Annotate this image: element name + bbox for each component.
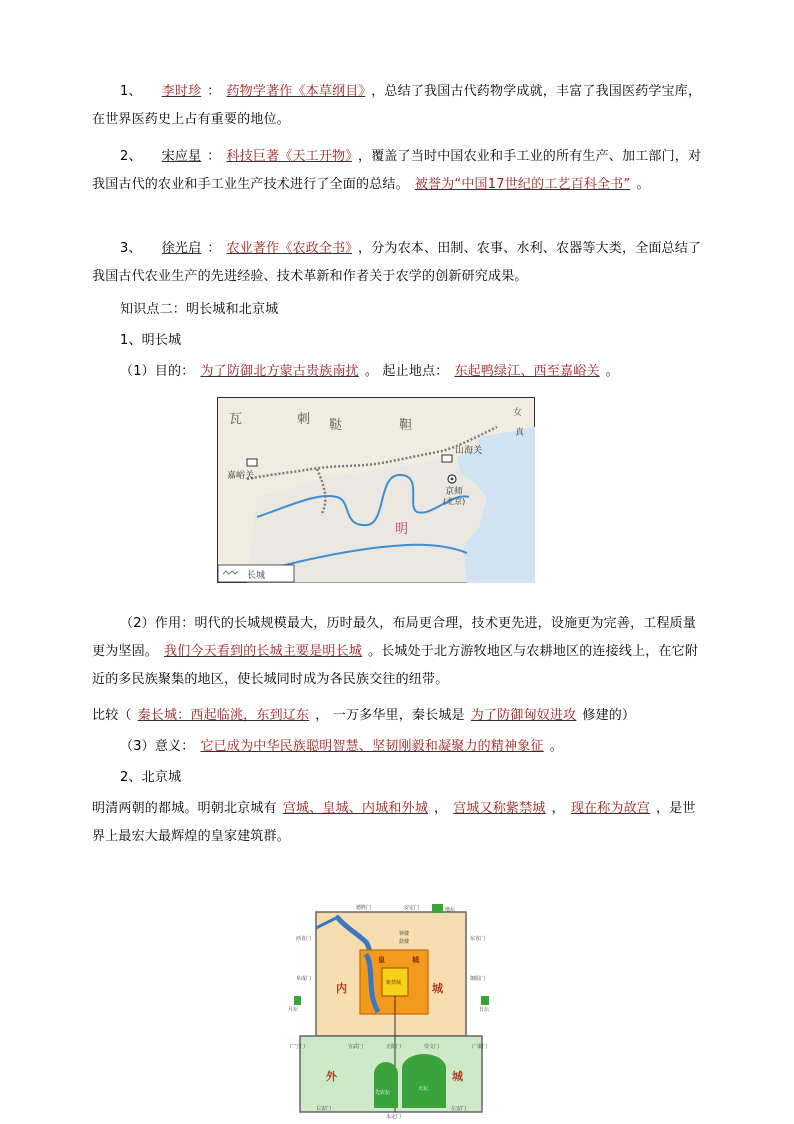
outer-city-label-2: 城 [452, 1070, 463, 1083]
gate-xuanwumen: 宣武门 [348, 1044, 364, 1050]
gate-yongdingmen: 永定门 [386, 1114, 402, 1120]
paragraph-song-yingxing: 2、 宋应星 ： 科技巨著《天工开物》 ，覆盖了当时中国农业和手工业的所有生产、加工部门，对我国古代的农业和手工业生产技术进行了全面的总结。 被誉为“中国17世纪的工艺百科全书” 。 [92, 149, 702, 192]
blank-work: 农业著作《农政全书》 [226, 241, 352, 256]
blank-qin-purpose: 为了防御匈奴进攻 [470, 708, 577, 723]
altar-sun [481, 996, 489, 1005]
map-label-dada1: 鞑 [329, 418, 343, 433]
map-label-shanhaiguan: 山海关 [455, 446, 483, 456]
blank-name: 李时珍 [161, 84, 202, 99]
gate-zuoanmen: 左安门 [451, 1106, 467, 1112]
blank-purpose: 为了防御北方蒙古贵族南扰 [200, 364, 359, 379]
section-title: 知识点二：明长城和北京城 [120, 302, 279, 317]
altar-agriculture [374, 1062, 398, 1108]
altar-moon [294, 996, 301, 1005]
map-label-capital: 京师 [445, 487, 464, 497]
imperial-city-label-2: 城 [412, 956, 419, 964]
blank-qin-wall: 秦长城：西起临洮，东到辽东 [137, 708, 310, 723]
wall-heading: 1、明长城 [120, 333, 182, 348]
blank-function: 我们今天看到的长城主要是明长城 [164, 644, 363, 659]
gate-chongwenmen: 崇文门 [424, 1044, 440, 1050]
blank-name: 宋应星 [161, 149, 202, 164]
paragraph-xu-guangqi: 3、 徐光启 ： 农业著作《农政全书》 ，分为农本、田制、农事、水利、农器等大类，全面总结了我国古代农业生产的先进经验、技术革新和作者关于农学的创新研究成果。 [92, 241, 702, 284]
altar-earth [432, 904, 443, 913]
forbidden-city-label: 紫禁城 [386, 980, 402, 986]
beijing-map-svg [286, 898, 496, 1120]
wall-purpose: （1）目的： 为了防御北方蒙古贵族南扰 。 起止地点： 东起鸭绿江、西至嘉峪关 。 [120, 364, 619, 379]
blank-name: 徐光启 [161, 241, 202, 256]
gate-guangningmen: 广宁门 [290, 1044, 306, 1050]
gate-zhengyangmen: 正阳门 [386, 1044, 402, 1050]
blank-forbidden-city: 宫城又称紫禁城 [453, 801, 546, 816]
map-legend-label: 长城 [247, 571, 266, 581]
gate-fuchengmen: 阜成门 [296, 976, 312, 982]
blank-work: 科技巨著《天工开物》 [226, 149, 352, 164]
drum-tower: 鼓楼 [399, 939, 410, 945]
beijing-heading: 2、北京城 [120, 770, 182, 785]
wall-compare: 比较（ 秦长城：西起临洮，东到辽东 ， 一万多华里，秦长城是 为了防御匈奴进攻 修建的） [92, 708, 636, 723]
gate-andingmen: 安定门 [404, 905, 420, 911]
imperial-city-label: 皇 [378, 956, 385, 964]
map-label-wala1: 瓦 [229, 412, 243, 427]
altar-sun-label: 日坛 [479, 1007, 490, 1013]
altar-agri-label: 先农坛 [375, 1090, 391, 1096]
blank-praise: 被誉为“中国17世纪的工艺百科全书” [414, 177, 631, 192]
outer-city-label: 外 [326, 1070, 337, 1083]
map-label-beijing: (北京) [443, 497, 466, 506]
inner-city-label-2: 城 [432, 982, 443, 995]
beijing-paragraph: 明清两朝的都城。明朝北京城有 宫城、皇城、内城和外城 ， 宫城又称紫禁城 ， 现在称为故宫 ，是世界上最宏大最辉煌的皇家建筑群。 [92, 801, 696, 844]
map-label-ming: 明 [395, 522, 409, 537]
map-label-wala2: 刺 [297, 412, 311, 427]
gate-deshengmen: 德胜门 [356, 905, 372, 911]
map-label-jiayuguan: 嘉峪关 [227, 471, 255, 481]
gate-guangqumen: 广渠门 [472, 1044, 488, 1050]
paragraph-li-shizhen: 1、 李时珍 ： 药物学著作《本草纲目》 ，总结了我国古代药物学成就，丰富了我国医药学宝库，在世界医药史上占有重要的地位。 [92, 84, 702, 127]
blank-work: 药物学著作《本草纲目》 [226, 84, 366, 99]
gate-xizhimen: 西直门 [296, 936, 312, 942]
blank-meaning: 它已成为中华民族聪明智慧、坚韧刚毅和凝聚力的精神象征 [200, 739, 544, 754]
bell-tower: 钟楼 [399, 931, 410, 937]
altar-heaven-label: 天坛 [418, 1086, 429, 1092]
gate-dongzhimen: 东直门 [470, 936, 486, 942]
ming-great-wall-map [217, 397, 535, 583]
gate-youanmen: 右安门 [316, 1106, 332, 1112]
inner-city-label: 内 [336, 982, 347, 995]
beijing-city-map [286, 898, 496, 1120]
wall-function: （2）作用：明代的长城规模最大，历时最久，布局更合理，技术更先进，设施更为完善，工程质量更为坚固。 我们今天看到的长城主要是明长城 。长城处于北方游牧地区与农耕地区的连接线上，在它附近的多民族聚集的地区，使长城同时成为各民族交往的纽带。 [92, 616, 699, 687]
wall-meaning: （3）意义： 它已成为中华民族聪明智慧、坚韧刚毅和凝聚力的精神象征 。 [120, 739, 563, 754]
blank-range: 东起鸭绿江、西至嘉峪关 [454, 364, 600, 379]
blank-four-cities: 宫城、皇城、内城和外城 [282, 801, 429, 816]
map-label-nvzhen1: 女 [513, 408, 523, 418]
gate-chaoyangmen: 朝阳门 [470, 976, 486, 982]
altar-moon-label: 月坛 [288, 1007, 299, 1013]
blank-palace-museum: 现在称为故宫 [570, 801, 651, 816]
ming-wall-map-svg [217, 397, 535, 583]
altar-heaven [402, 1054, 446, 1108]
map-label-dada2: 靼 [399, 418, 413, 433]
altar-earth-label: 地坛 [445, 907, 456, 913]
map-label-nvzhen2: 真 [515, 428, 525, 438]
